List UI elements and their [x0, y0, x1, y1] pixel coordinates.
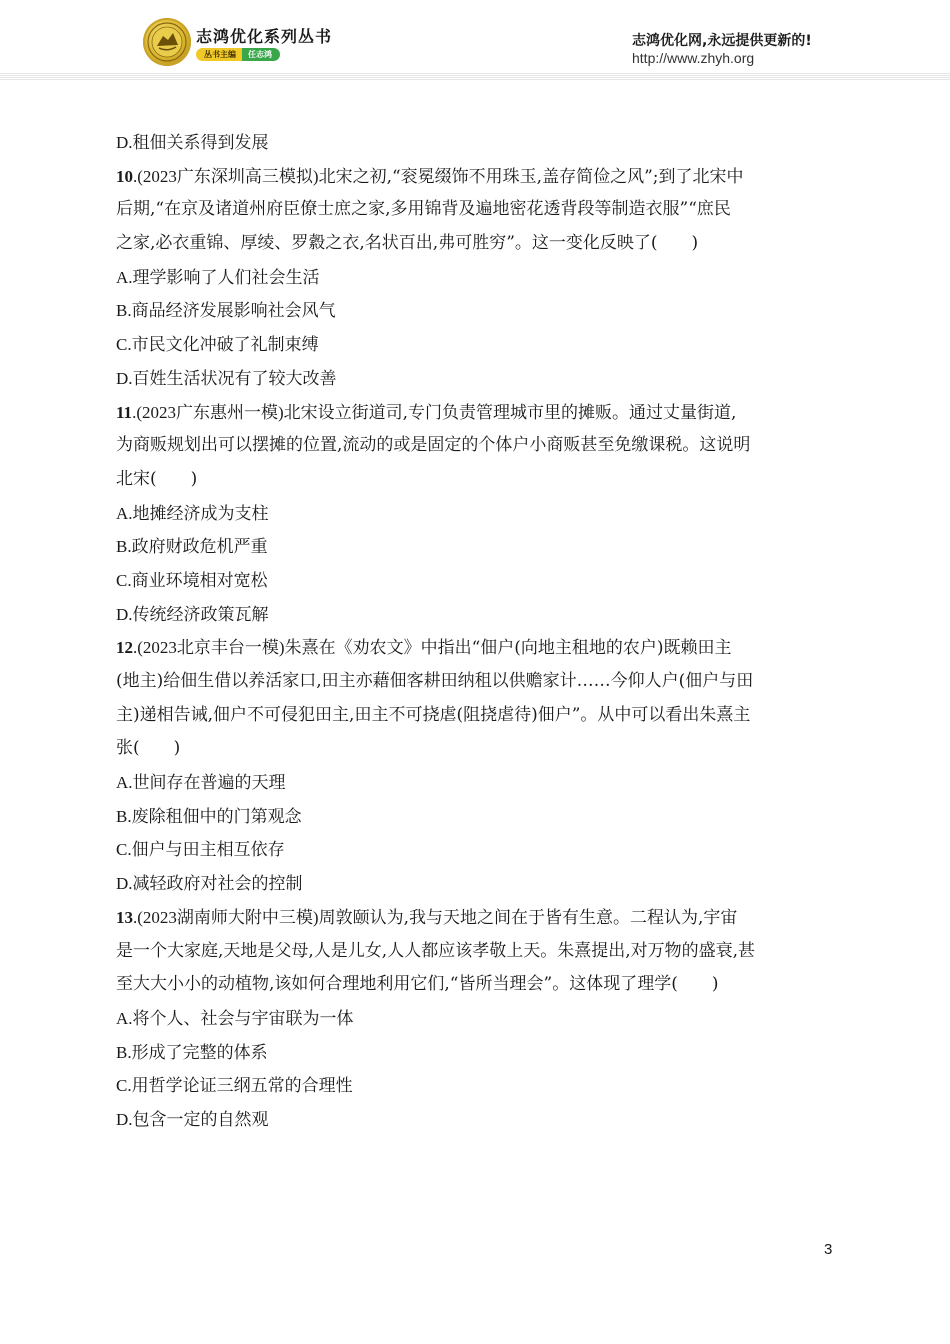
- option-c[interactable]: [116, 564, 836, 598]
- question-13: [116, 901, 836, 1137]
- question-source: .(2023广东惠州一模): [132, 402, 284, 422]
- option-text: 用哲学论证三纲五常的合理性: [131, 1076, 353, 1097]
- option-letter: A.: [116, 503, 133, 523]
- option-text: 形成了完整的体系: [131, 1042, 268, 1063]
- question-stem-line: (地主)给佃生借以养活家口,田主亦藉佃客耕田纳租以供赡家计……今仰人户(佃户与田: [116, 671, 754, 691]
- option-letter: A.: [116, 773, 133, 793]
- option-letter: B.: [116, 1042, 132, 1062]
- option-a[interactable]: [116, 261, 836, 295]
- question-stem-text: 周敦颐认为,我与天地之间在于皆有生意。二程认为,宇宙: [318, 907, 738, 928]
- question-stem-line: 至大大小小的动植物,该如何合理地利用它们,“皆所当理会”。这体现了理学( ): [116, 974, 719, 995]
- question-stem-line: [116, 631, 836, 665]
- option-text: 传统经济政策瓦解: [132, 604, 269, 625]
- option-letter: D.: [116, 133, 133, 152]
- option-text: 百姓生活状况有了较大改善: [132, 368, 337, 389]
- option-letter: D.: [116, 604, 133, 624]
- page-header: [0, 0, 950, 80]
- option-c[interactable]: [116, 328, 836, 362]
- option-text: 租佃关系得到发展: [132, 133, 269, 153]
- option-letter: D.: [116, 1109, 133, 1129]
- prev-question-option-d: [116, 126, 836, 160]
- question-stem-line: 北宋( ): [116, 468, 198, 489]
- question-source: .(2023湖南师大附中三模): [133, 907, 319, 927]
- option-letter: D.: [116, 874, 133, 894]
- header-divider: [0, 73, 950, 81]
- option-letter: C.: [116, 335, 132, 355]
- option-c[interactable]: [116, 833, 836, 867]
- option-b[interactable]: [116, 530, 836, 564]
- option-text: 减轻政府对社会的控制: [132, 874, 303, 895]
- option-letter: B.: [116, 301, 132, 321]
- option-text: 佃户与田主相互依存: [131, 840, 285, 861]
- question-10: [116, 160, 836, 396]
- option-d[interactable]: [116, 1103, 836, 1137]
- option-text: 理学影响了人们社会生活: [132, 267, 320, 288]
- question-stem-line: 后期,“在京及诸道州府臣僚士庶之家,多用锦背及遍地密花透背段等制造衣服”“庶民: [116, 199, 731, 220]
- question-stem-text: 北宋设立街道司,专门负责管理城市里的摊贩。通过丈量街道,: [283, 402, 737, 423]
- option-letter: B.: [116, 537, 132, 557]
- question-content: [116, 126, 836, 1137]
- question-stem-line: [116, 901, 836, 935]
- question-stem-line: 为商贩规划出可以摆摊的位置,流动的或是固定的个体户小商贩甚至免缴课税。这说明: [116, 435, 751, 456]
- question-stem-text: 朱熹在《劝农文》中指出“佃户(向地主租地的农户)既赖田主: [284, 638, 732, 659]
- question-11: [116, 396, 836, 632]
- option-letter: C.: [116, 570, 132, 590]
- header-slogan: 志鸿优化网,永远提供更新的!: [632, 33, 812, 49]
- option-text: 废除租佃中的门第观念: [131, 806, 302, 827]
- option-text: 世间存在普遍的天理: [132, 773, 286, 794]
- option-d[interactable]: [116, 598, 836, 632]
- page-number: 3: [824, 1241, 833, 1258]
- series-logo-seal-icon: [143, 18, 191, 66]
- question-number: 12: [116, 638, 133, 658]
- question-stem-line: [116, 396, 836, 430]
- option-d[interactable]: [116, 867, 836, 901]
- question-number: 11: [116, 402, 133, 422]
- option-letter: D.: [116, 368, 133, 388]
- option-text: 地摊经济成为支柱: [132, 503, 269, 524]
- option-b[interactable]: [116, 1036, 836, 1070]
- option-a[interactable]: [116, 497, 836, 531]
- question-stem-line: [116, 160, 836, 194]
- option-a[interactable]: [116, 766, 836, 800]
- series-editor-badge: [196, 48, 280, 61]
- header-site-url[interactable]: http://www.zhyh.org: [632, 50, 755, 66]
- option-text: 商业环境相对宽松: [131, 570, 268, 591]
- option-letter: A.: [116, 267, 133, 287]
- question-stem-line: 主)递相告诫,佃户不可侵犯田主,田主不可挠虐(阻挠虐待)佃户”。从中可以看出朱熹主: [116, 704, 751, 725]
- option-c[interactable]: [116, 1069, 836, 1103]
- option-a[interactable]: [116, 1002, 836, 1036]
- option-text: 包含一定的自然观: [132, 1109, 269, 1130]
- question-source: .(2023北京丰台一模): [133, 638, 285, 658]
- option-text: 商品经济发展影响社会风气: [131, 301, 336, 322]
- option-text: 将个人、社会与宇宙联为一体: [132, 1008, 354, 1029]
- option-text: 市民文化冲破了礼制束缚: [131, 335, 319, 356]
- option-text: 政府财政危机严重: [131, 537, 268, 558]
- question-12: [116, 631, 836, 901]
- question-stem-text: 北宋之初,“衮冕缀饰不用珠玉,盖存简俭之风”;到了北宋中: [318, 166, 744, 187]
- question-stem-line: 之家,必衣重锦、厚绫、罗縠之衣,名状百出,弗可胜穷”。这一变化反映了( ): [116, 233, 699, 254]
- question-stem-line: 张( ): [116, 738, 181, 759]
- series-title: 志鸿优化系列丛书: [196, 27, 333, 46]
- series-editor-name: 任志鸿: [242, 48, 280, 61]
- option-letter: B.: [116, 806, 132, 826]
- question-stem-line: 是一个大家庭,天地是父母,人是儿女,人人都应该孝敬上天。朱熹提出,对万物的盛衰,甚: [116, 940, 756, 961]
- option-letter: C.: [116, 1076, 132, 1096]
- option-letter: A.: [116, 1008, 133, 1028]
- option-d[interactable]: [116, 362, 836, 396]
- question-number: 10: [116, 166, 133, 186]
- series-editor-label: 丛书主编: [196, 48, 242, 61]
- option-b[interactable]: [116, 294, 836, 328]
- option-b[interactable]: [116, 800, 836, 834]
- option-letter: C.: [116, 840, 132, 860]
- question-source: .(2023广东深圳高三模拟): [133, 166, 319, 186]
- question-number: 13: [116, 907, 133, 927]
